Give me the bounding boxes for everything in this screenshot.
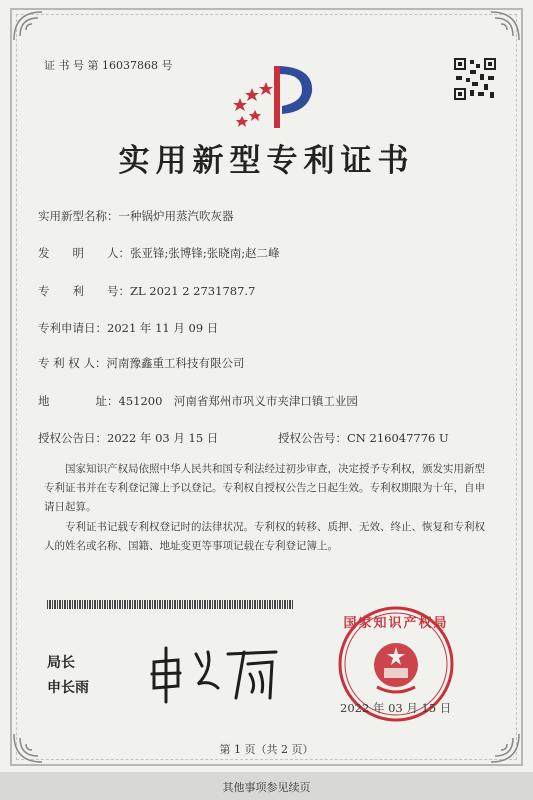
qr-code-icon — [452, 56, 498, 102]
field-value: CN 216047776 U — [347, 431, 449, 445]
field-value: ZL 2021 2 2731787.7 — [130, 284, 256, 298]
director-name: 申长雨 — [47, 680, 89, 696]
grant-number-row — [278, 430, 449, 446]
cnipa-logo-icon — [222, 58, 318, 130]
seal-date: 2022 年 03 月 15 日 — [340, 701, 452, 715]
field-label: 授权公告号： — [278, 431, 347, 445]
field-label: 授权公告日： — [38, 431, 107, 445]
corner-ornament-icon — [12, 10, 46, 44]
grant-date-row — [38, 430, 218, 446]
certificate-title: 实用新型专利证书 — [118, 143, 415, 179]
grant-statement-paragraph: 国家知识产权局依照中华人民共和国专利法经过初步审查，决定授予专利权，颁发实用新型专利证书并在专利登记簿上予以登记。专利权自授权公告之日起生效。专利权期限为十年，自申请日起算。 — [44, 463, 485, 513]
director-title: 局长 — [47, 655, 75, 671]
field-label: 专利申请日： — [38, 321, 107, 335]
barcode — [47, 600, 293, 609]
legal-status-paragraph: 专利证书记载专利权登记时的法律状况。专利权的转移、质押、无效、终止、恢复和专利权人的姓名或名称、国籍、地址变更等事项记载在专利登记簿上。 — [44, 521, 485, 552]
address-row — [38, 393, 358, 409]
page-number: 第 1 页（共 2 页） — [219, 743, 314, 756]
patentee-row — [38, 355, 244, 371]
field-value: 张亚锋;张博锋;张晓南;赵二峰 — [130, 246, 280, 260]
field-label: 专 利 权 人： — [38, 356, 107, 370]
handwritten-signature — [148, 640, 280, 704]
field-value: 一种锅炉用蒸汽吹灰器 — [118, 209, 234, 223]
filing-date-row — [38, 320, 218, 336]
field-value: 451200 河南省郑州市巩义市夹津口镇工业园 — [118, 394, 358, 408]
corner-ornament-icon — [487, 10, 521, 44]
footer-note: 其他事项参见续页 — [222, 781, 311, 794]
field-label: 地 址： — [38, 394, 119, 408]
field-value: 河南豫鑫重工科技有限公司 — [106, 356, 245, 370]
field-value: 2021 年 11 月 09 日 — [107, 321, 219, 335]
certificate-number: 证 书 号 第 16037868 号 — [44, 59, 173, 72]
svg-text:国家知识产权局: 国家知识产权局 — [343, 616, 449, 631]
field-label: 发 明 人： — [38, 246, 130, 260]
inventor-row — [38, 245, 280, 261]
patent-number-row — [38, 283, 255, 299]
field-value: 2022 年 03 月 15 日 — [107, 431, 219, 445]
field-label: 实用新型名称： — [38, 209, 119, 223]
utility-model-name-row — [38, 208, 234, 224]
field-label: 专 利 号： — [38, 284, 130, 298]
